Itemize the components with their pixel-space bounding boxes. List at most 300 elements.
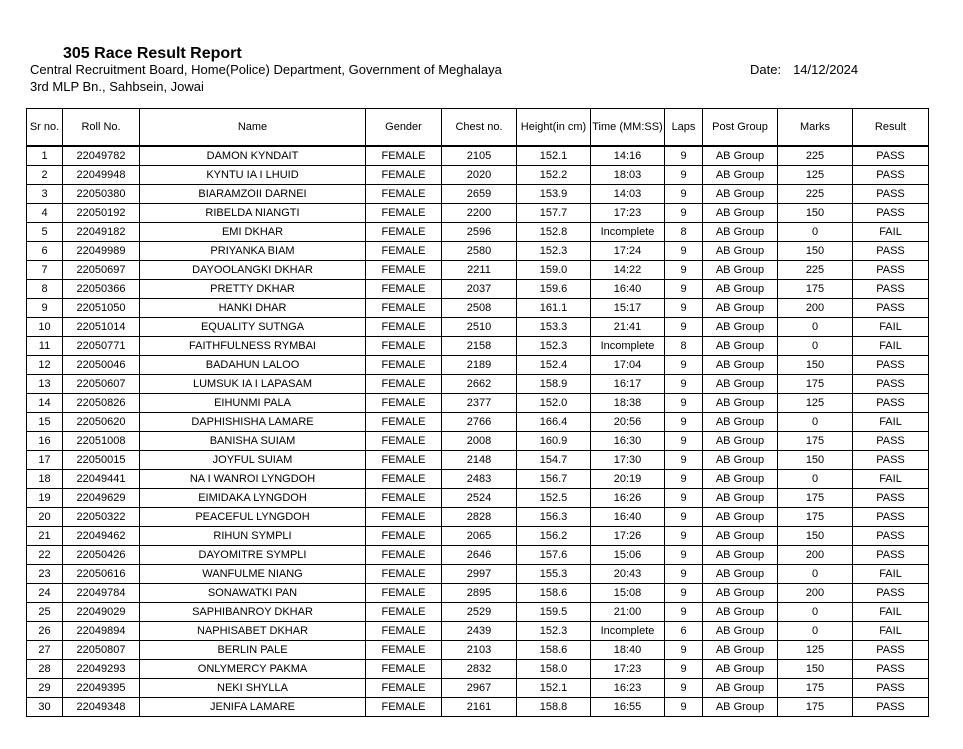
- cell-time: 17:26: [591, 527, 665, 546]
- cell-laps: 9: [665, 508, 703, 527]
- column-header-marks: Marks: [778, 109, 853, 147]
- table-row: [27, 546, 929, 565]
- cell-name: DAYOOLANGKI DKHAR: [140, 261, 366, 280]
- table-row: [27, 660, 929, 679]
- table-row: [27, 356, 929, 375]
- cell-name: BERLIN PALE: [140, 641, 366, 660]
- cell-time: 15:08: [591, 584, 665, 603]
- cell-result: PASS: [853, 242, 929, 261]
- table-row: [27, 641, 929, 660]
- cell-marks: 150: [778, 451, 853, 470]
- cell-sr-no: 8: [27, 280, 63, 299]
- cell-post-group: AB Group: [703, 527, 778, 546]
- cell-chest-no: 2659: [442, 185, 517, 204]
- cell-roll-no: 22049784: [63, 584, 140, 603]
- cell-marks: 0: [778, 565, 853, 584]
- cell-height: 158.6: [517, 641, 591, 660]
- cell-gender: FEMALE: [366, 223, 442, 242]
- cell-laps: 9: [665, 451, 703, 470]
- cell-height: 152.3: [517, 622, 591, 641]
- cell-marks: 0: [778, 603, 853, 622]
- table-row: [27, 489, 929, 508]
- cell-post-group: AB Group: [703, 584, 778, 603]
- cell-roll-no: 22049348: [63, 698, 140, 717]
- cell-roll-no: 22049948: [63, 166, 140, 185]
- cell-height: 152.5: [517, 489, 591, 508]
- cell-laps: 9: [665, 318, 703, 337]
- cell-laps: 9: [665, 299, 703, 318]
- cell-height: 152.1: [517, 679, 591, 698]
- cell-marks: 125: [778, 394, 853, 413]
- cell-result: FAIL: [853, 337, 929, 356]
- cell-height: 158.6: [517, 584, 591, 603]
- cell-roll-no: 22049395: [63, 679, 140, 698]
- cell-post-group: AB Group: [703, 299, 778, 318]
- cell-gender: FEMALE: [366, 204, 442, 223]
- cell-laps: 9: [665, 679, 703, 698]
- cell-post-group: AB Group: [703, 565, 778, 584]
- table-row: [27, 242, 929, 261]
- cell-roll-no: 22050322: [63, 508, 140, 527]
- cell-marks: 0: [778, 337, 853, 356]
- cell-roll-no: 22050015: [63, 451, 140, 470]
- cell-chest-no: 2065: [442, 527, 517, 546]
- cell-time: 16:40: [591, 280, 665, 299]
- cell-sr-no: 7: [27, 261, 63, 280]
- table-row: [27, 146, 929, 166]
- cell-marks: 0: [778, 622, 853, 641]
- table-row: [27, 622, 929, 641]
- cell-result: PASS: [853, 527, 929, 546]
- cell-sr-no: 19: [27, 489, 63, 508]
- table-row: [27, 204, 929, 223]
- cell-height: 159.6: [517, 280, 591, 299]
- cell-post-group: AB Group: [703, 432, 778, 451]
- cell-gender: FEMALE: [366, 318, 442, 337]
- cell-post-group: AB Group: [703, 603, 778, 622]
- cell-gender: FEMALE: [366, 698, 442, 717]
- cell-gender: FEMALE: [366, 242, 442, 261]
- cell-height: 157.6: [517, 546, 591, 565]
- cell-chest-no: 2529: [442, 603, 517, 622]
- cell-roll-no: 22049441: [63, 470, 140, 489]
- cell-height: 158.9: [517, 375, 591, 394]
- cell-post-group: AB Group: [703, 660, 778, 679]
- cell-roll-no: 22049782: [63, 146, 140, 166]
- cell-height: 159.5: [517, 603, 591, 622]
- cell-roll-no: 22051014: [63, 318, 140, 337]
- cell-marks: 150: [778, 527, 853, 546]
- cell-marks: 150: [778, 356, 853, 375]
- cell-time: 17:23: [591, 204, 665, 223]
- cell-chest-no: 2037: [442, 280, 517, 299]
- cell-sr-no: 30: [27, 698, 63, 717]
- cell-post-group: AB Group: [703, 451, 778, 470]
- cell-laps: 9: [665, 146, 703, 166]
- cell-height: 152.2: [517, 166, 591, 185]
- table-row: [27, 679, 929, 698]
- cell-result: FAIL: [853, 603, 929, 622]
- cell-gender: FEMALE: [366, 413, 442, 432]
- column-header-name: Name: [140, 109, 366, 147]
- cell-roll-no: 22049182: [63, 223, 140, 242]
- column-header-sr-no: Sr no.: [27, 109, 63, 147]
- cell-sr-no: 26: [27, 622, 63, 641]
- cell-roll-no: 22050046: [63, 356, 140, 375]
- cell-height: 155.3: [517, 565, 591, 584]
- cell-roll-no: 22050697: [63, 261, 140, 280]
- cell-marks: 125: [778, 641, 853, 660]
- cell-laps: 9: [665, 242, 703, 261]
- report-subtitle-board: Central Recruitment Board, Home(Police) Department, Government of Meghalaya: [30, 62, 502, 77]
- cell-sr-no: 28: [27, 660, 63, 679]
- cell-sr-no: 1: [27, 146, 63, 166]
- cell-time: 15:17: [591, 299, 665, 318]
- cell-sr-no: 23: [27, 565, 63, 584]
- cell-time: 14:22: [591, 261, 665, 280]
- cell-chest-no: 2895: [442, 584, 517, 603]
- cell-roll-no: 22049462: [63, 527, 140, 546]
- table-body: [27, 146, 929, 717]
- cell-name: PEACEFUL LYNGDOH: [140, 508, 366, 527]
- column-header-roll-no: Roll No.: [63, 109, 140, 147]
- cell-height: 152.8: [517, 223, 591, 242]
- cell-laps: 9: [665, 375, 703, 394]
- cell-sr-no: 10: [27, 318, 63, 337]
- cell-chest-no: 2189: [442, 356, 517, 375]
- cell-height: 158.8: [517, 698, 591, 717]
- cell-height: 154.7: [517, 451, 591, 470]
- cell-marks: 200: [778, 299, 853, 318]
- cell-gender: FEMALE: [366, 337, 442, 356]
- cell-result: PASS: [853, 185, 929, 204]
- cell-roll-no: 22049629: [63, 489, 140, 508]
- cell-result: FAIL: [853, 470, 929, 489]
- table-row: [27, 698, 929, 717]
- cell-post-group: AB Group: [703, 337, 778, 356]
- cell-marks: 175: [778, 489, 853, 508]
- cell-sr-no: 3: [27, 185, 63, 204]
- cell-time: 20:56: [591, 413, 665, 432]
- cell-sr-no: 4: [27, 204, 63, 223]
- cell-post-group: AB Group: [703, 375, 778, 394]
- cell-name: HANKI DHAR: [140, 299, 366, 318]
- cell-height: 152.0: [517, 394, 591, 413]
- cell-laps: 9: [665, 185, 703, 204]
- cell-laps: 8: [665, 223, 703, 242]
- cell-time: 14:03: [591, 185, 665, 204]
- cell-marks: 200: [778, 546, 853, 565]
- cell-gender: FEMALE: [366, 432, 442, 451]
- cell-name: PRETTY DKHAR: [140, 280, 366, 299]
- cell-name: EQUALITY SUTNGA: [140, 318, 366, 337]
- cell-gender: FEMALE: [366, 280, 442, 299]
- cell-name: SONAWATKI PAN: [140, 584, 366, 603]
- cell-gender: FEMALE: [366, 641, 442, 660]
- table-row: [27, 394, 929, 413]
- cell-result: FAIL: [853, 622, 929, 641]
- cell-marks: 200: [778, 584, 853, 603]
- cell-laps: 9: [665, 261, 703, 280]
- cell-time: Incomplete: [591, 223, 665, 242]
- cell-result: PASS: [853, 489, 929, 508]
- cell-laps: 9: [665, 166, 703, 185]
- cell-name: BIARAMZOII DARNEI: [140, 185, 366, 204]
- table-row: [27, 413, 929, 432]
- cell-chest-no: 2158: [442, 337, 517, 356]
- cell-laps: 9: [665, 565, 703, 584]
- cell-sr-no: 14: [27, 394, 63, 413]
- results-table: [26, 108, 929, 717]
- cell-result: PASS: [853, 641, 929, 660]
- cell-time: 18:38: [591, 394, 665, 413]
- cell-sr-no: 18: [27, 470, 63, 489]
- cell-chest-no: 2105: [442, 146, 517, 166]
- cell-sr-no: 15: [27, 413, 63, 432]
- cell-name: EIHUNMI PALA: [140, 394, 366, 413]
- cell-chest-no: 2508: [442, 299, 517, 318]
- cell-gender: FEMALE: [366, 451, 442, 470]
- column-header-post-group: Post Group: [703, 109, 778, 147]
- cell-chest-no: 2008: [442, 432, 517, 451]
- cell-time: 16:40: [591, 508, 665, 527]
- cell-laps: 9: [665, 527, 703, 546]
- cell-result: PASS: [853, 166, 929, 185]
- table-row: [27, 185, 929, 204]
- cell-roll-no: 22051050: [63, 299, 140, 318]
- cell-laps: 6: [665, 622, 703, 641]
- cell-roll-no: 22050607: [63, 375, 140, 394]
- cell-sr-no: 17: [27, 451, 63, 470]
- cell-laps: 9: [665, 641, 703, 660]
- cell-chest-no: 2020: [442, 166, 517, 185]
- cell-sr-no: 22: [27, 546, 63, 565]
- cell-laps: 9: [665, 660, 703, 679]
- cell-height: 157.7: [517, 204, 591, 223]
- cell-post-group: AB Group: [703, 318, 778, 337]
- cell-time: Incomplete: [591, 622, 665, 641]
- cell-height: 152.3: [517, 337, 591, 356]
- cell-post-group: AB Group: [703, 242, 778, 261]
- cell-post-group: AB Group: [703, 185, 778, 204]
- cell-result: PASS: [853, 584, 929, 603]
- table-row: [27, 451, 929, 470]
- cell-post-group: AB Group: [703, 470, 778, 489]
- cell-post-group: AB Group: [703, 223, 778, 242]
- cell-marks: 150: [778, 204, 853, 223]
- date-label: Date:: [750, 62, 782, 77]
- cell-roll-no: 22050616: [63, 565, 140, 584]
- cell-result: PASS: [853, 375, 929, 394]
- cell-roll-no: 22050620: [63, 413, 140, 432]
- cell-laps: 9: [665, 546, 703, 565]
- cell-post-group: AB Group: [703, 413, 778, 432]
- cell-sr-no: 6: [27, 242, 63, 261]
- cell-laps: 9: [665, 584, 703, 603]
- cell-laps: 9: [665, 603, 703, 622]
- cell-chest-no: 2148: [442, 451, 517, 470]
- report-date: [750, 62, 858, 77]
- cell-result: PASS: [853, 280, 929, 299]
- cell-result: FAIL: [853, 318, 929, 337]
- report-title: 305 Race Result Report: [63, 45, 242, 62]
- table-row: [27, 432, 929, 451]
- cell-name: DAPHISHISHA LAMARE: [140, 413, 366, 432]
- cell-post-group: AB Group: [703, 261, 778, 280]
- cell-time: Incomplete: [591, 337, 665, 356]
- cell-result: PASS: [853, 394, 929, 413]
- report-subtitle-location: 3rd MLP Bn., Sahbsein, Jowai: [30, 79, 204, 94]
- cell-post-group: AB Group: [703, 146, 778, 166]
- cell-gender: FEMALE: [366, 166, 442, 185]
- cell-name: JOYFUL SUIAM: [140, 451, 366, 470]
- cell-height: 152.1: [517, 146, 591, 166]
- cell-time: 16:55: [591, 698, 665, 717]
- cell-time: 18:03: [591, 166, 665, 185]
- cell-laps: 9: [665, 698, 703, 717]
- cell-roll-no: 22050192: [63, 204, 140, 223]
- cell-chest-no: 2662: [442, 375, 517, 394]
- cell-marks: 225: [778, 146, 853, 166]
- cell-roll-no: 22050771: [63, 337, 140, 356]
- cell-chest-no: 2997: [442, 565, 517, 584]
- table-row: [27, 223, 929, 242]
- table-row: [27, 470, 929, 489]
- table-row: [27, 527, 929, 546]
- cell-sr-no: 5: [27, 223, 63, 242]
- cell-sr-no: 12: [27, 356, 63, 375]
- cell-laps: 9: [665, 394, 703, 413]
- cell-chest-no: 2510: [442, 318, 517, 337]
- cell-gender: FEMALE: [366, 622, 442, 641]
- table-row: [27, 584, 929, 603]
- cell-result: FAIL: [853, 565, 929, 584]
- cell-marks: 175: [778, 679, 853, 698]
- cell-result: PASS: [853, 698, 929, 717]
- cell-time: 14:16: [591, 146, 665, 166]
- cell-name: BADAHUN LALOO: [140, 356, 366, 375]
- cell-name: RIBELDA NIANGTI: [140, 204, 366, 223]
- cell-result: PASS: [853, 204, 929, 223]
- cell-result: PASS: [853, 508, 929, 527]
- cell-laps: 9: [665, 280, 703, 299]
- cell-gender: FEMALE: [366, 185, 442, 204]
- column-header-time: Time (MM:SS): [591, 109, 665, 147]
- cell-marks: 175: [778, 698, 853, 717]
- cell-laps: 9: [665, 356, 703, 375]
- cell-height: 156.7: [517, 470, 591, 489]
- cell-post-group: AB Group: [703, 489, 778, 508]
- cell-time: 20:43: [591, 565, 665, 584]
- cell-gender: FEMALE: [366, 299, 442, 318]
- cell-height: 153.3: [517, 318, 591, 337]
- cell-result: PASS: [853, 356, 929, 375]
- cell-gender: FEMALE: [366, 527, 442, 546]
- cell-roll-no: 22049989: [63, 242, 140, 261]
- table-row: [27, 261, 929, 280]
- cell-name: DAMON KYNDAIT: [140, 146, 366, 166]
- column-header-chest-no: Chest no.: [442, 109, 517, 147]
- cell-roll-no: 22050826: [63, 394, 140, 413]
- cell-time: 18:40: [591, 641, 665, 660]
- cell-chest-no: 2524: [442, 489, 517, 508]
- cell-time: 17:24: [591, 242, 665, 261]
- cell-result: PASS: [853, 261, 929, 280]
- cell-name: LUMSUK IA I LAPASAM: [140, 375, 366, 394]
- cell-sr-no: 11: [27, 337, 63, 356]
- cell-gender: FEMALE: [366, 261, 442, 280]
- table-row: [27, 166, 929, 185]
- cell-laps: 8: [665, 337, 703, 356]
- cell-marks: 0: [778, 470, 853, 489]
- cell-height: 161.1: [517, 299, 591, 318]
- cell-gender: FEMALE: [366, 565, 442, 584]
- cell-height: 152.3: [517, 242, 591, 261]
- cell-post-group: AB Group: [703, 280, 778, 299]
- cell-chest-no: 2439: [442, 622, 517, 641]
- cell-marks: 150: [778, 242, 853, 261]
- cell-time: 17:04: [591, 356, 665, 375]
- cell-result: PASS: [853, 679, 929, 698]
- cell-result: PASS: [853, 451, 929, 470]
- cell-name: RIHUN SYMPLI: [140, 527, 366, 546]
- cell-sr-no: 16: [27, 432, 63, 451]
- cell-name: WANFULME NIANG: [140, 565, 366, 584]
- cell-gender: FEMALE: [366, 508, 442, 527]
- table-row: [27, 318, 929, 337]
- cell-marks: 150: [778, 660, 853, 679]
- table-row: [27, 508, 929, 527]
- cell-chest-no: 2832: [442, 660, 517, 679]
- cell-result: FAIL: [853, 223, 929, 242]
- cell-post-group: AB Group: [703, 546, 778, 565]
- cell-marks: 0: [778, 413, 853, 432]
- cell-marks: 175: [778, 432, 853, 451]
- cell-time: 16:30: [591, 432, 665, 451]
- cell-height: 156.2: [517, 527, 591, 546]
- cell-name: FAITHFULNESS RYMBAI: [140, 337, 366, 356]
- cell-time: 17:30: [591, 451, 665, 470]
- cell-name: EIMIDAKA LYNGDOH: [140, 489, 366, 508]
- cell-roll-no: 22050366: [63, 280, 140, 299]
- cell-time: 16:23: [591, 679, 665, 698]
- cell-post-group: AB Group: [703, 698, 778, 717]
- cell-post-group: AB Group: [703, 641, 778, 660]
- cell-name: KYNTU IA I LHUID: [140, 166, 366, 185]
- cell-chest-no: 2580: [442, 242, 517, 261]
- cell-chest-no: 2161: [442, 698, 517, 717]
- cell-sr-no: 25: [27, 603, 63, 622]
- cell-name: SAPHIBANROY DKHAR: [140, 603, 366, 622]
- cell-gender: FEMALE: [366, 584, 442, 603]
- cell-post-group: AB Group: [703, 394, 778, 413]
- cell-result: PASS: [853, 299, 929, 318]
- cell-gender: FEMALE: [366, 660, 442, 679]
- cell-marks: 125: [778, 166, 853, 185]
- cell-gender: FEMALE: [366, 603, 442, 622]
- cell-sr-no: 20: [27, 508, 63, 527]
- cell-name: ONLYMERCY PAKMA: [140, 660, 366, 679]
- cell-roll-no: 22050380: [63, 185, 140, 204]
- cell-marks: 0: [778, 318, 853, 337]
- table-row: [27, 280, 929, 299]
- cell-gender: FEMALE: [366, 470, 442, 489]
- table-row: [27, 299, 929, 318]
- cell-gender: FEMALE: [366, 546, 442, 565]
- cell-marks: 0: [778, 223, 853, 242]
- cell-result: FAIL: [853, 413, 929, 432]
- cell-name: NEKI SHYLLA: [140, 679, 366, 698]
